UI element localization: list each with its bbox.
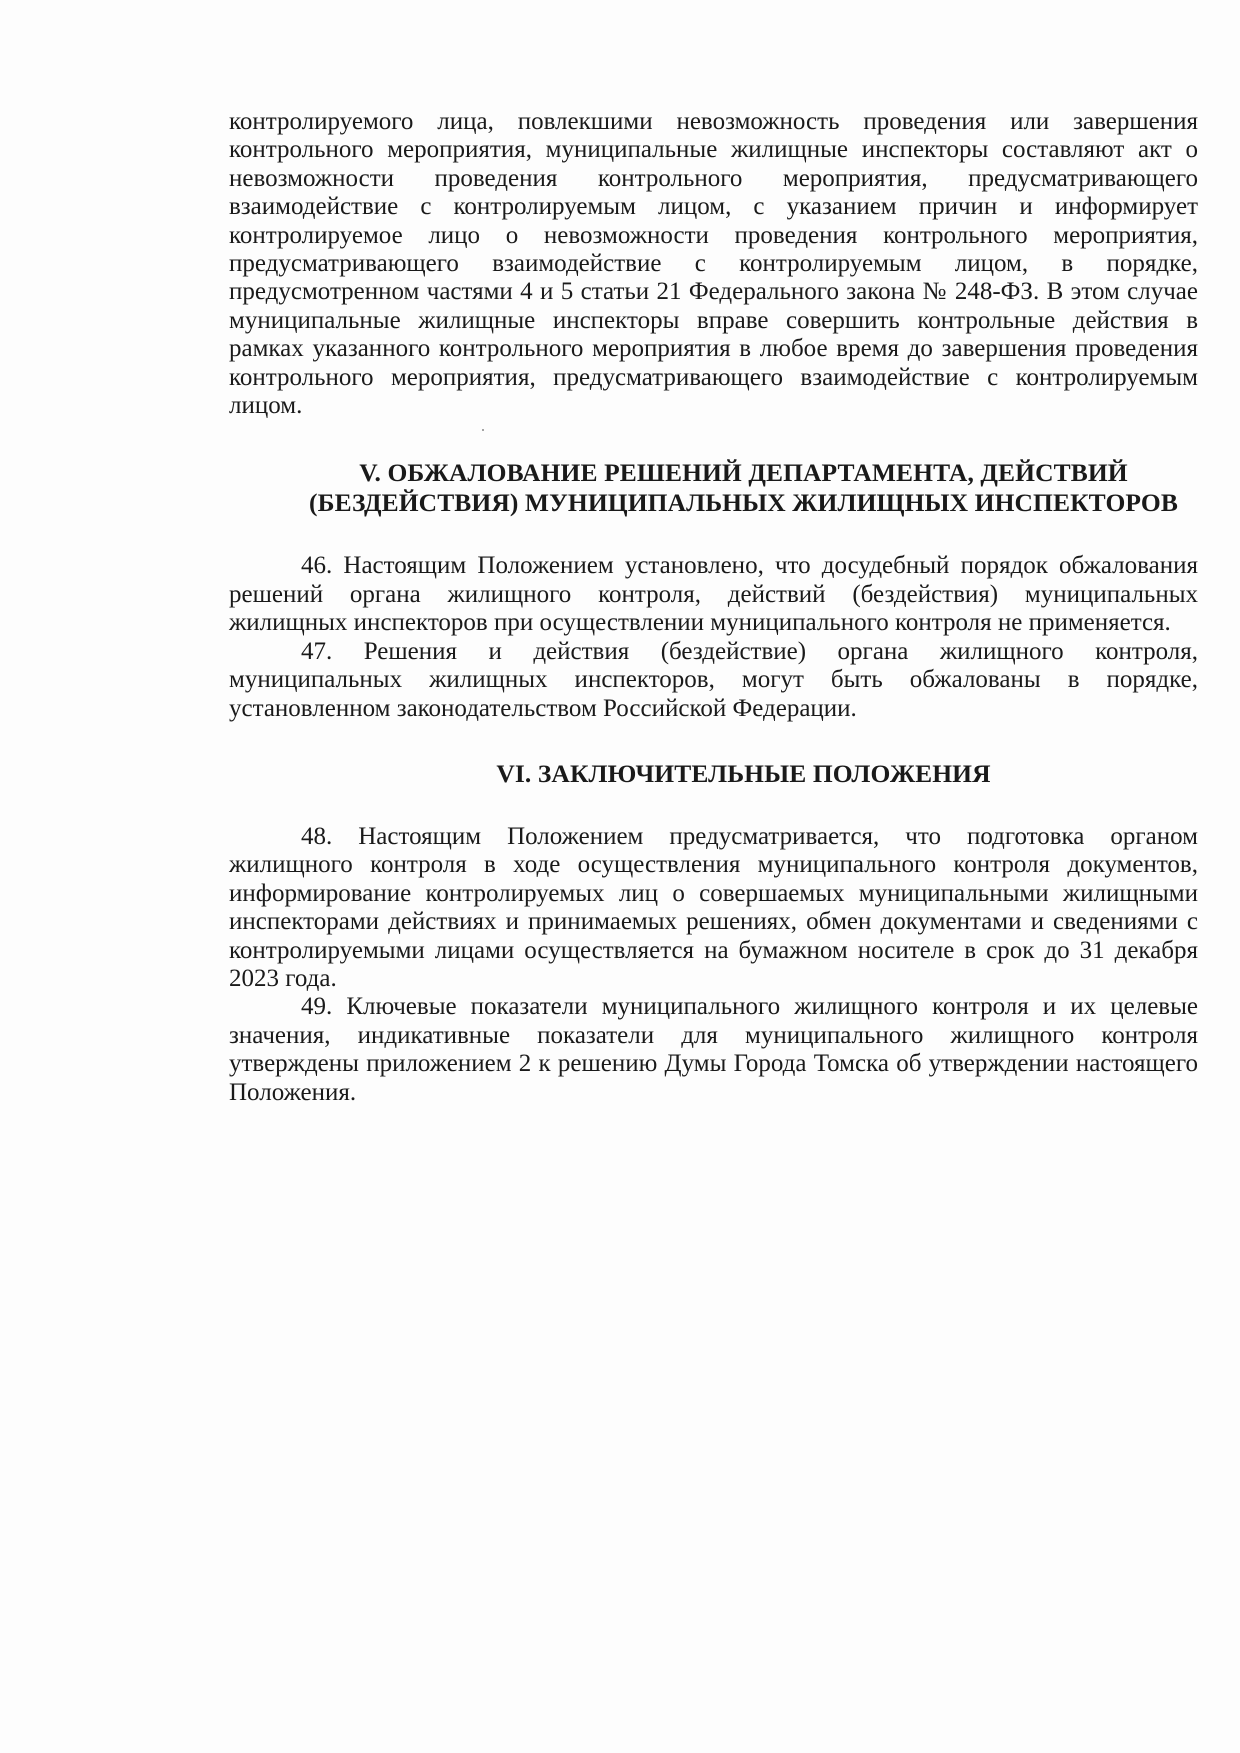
paragraph-48: 48. Настоящим Положением предусматривается, что подготовка органом жилищного контроля в ходе осуществления муниципального контроля документов, информирование контролируемых лиц о совершаемых муниципальными жилищными инспекторами действиях и принимаемых решениях, обмен документами и сведениями с контролируемыми лицами осуществляется на бумажном носителе в срок до 31 декабря 2023 года. bbox=[229, 822, 1198, 992]
continuation-paragraph: контролируемого лица, повлекшими невозможность проведения или завершения контрольного мероприятия, муниципальные жилищные инспекторы составляют акт о невозможности проведения контрольного мероприятия, предусматривающего взаимодействие с контролируемым лицом, с указанием причин и информирует контролируемое лицо о невозможности проведения контрольного мероприятия, предусматривающего взаимодействие с контролируемым лицом, в порядке, предусмотренном частями 4 и 5 статьи 21 Федерального закона № 248-ФЗ. В этом случае муниципальные жилищные инспекторы вправе совершить контрольные действия в рамках указанного контрольного мероприятия в любое время до завершения проведения контрольного мероприятия, предусматривающего взаимодействие с контролируемым лицом. bbox=[229, 108, 1198, 420]
section-vi-title: VI. ЗАКЛЮЧИТЕЛЬНЫЕ ПОЛОЖЕНИЯ bbox=[496, 758, 991, 788]
paragraph-47: 47. Решения и действия (бездействие) органа жилищного контроля, муниципальных жилищных инспекторов, могут быть обжалованы в порядке, установленном законодательством Российской Федерации. bbox=[229, 637, 1198, 722]
section-v-title-line-2: (БЕЗДЕЙСТВИЯ) МУНИЦИПАЛЬНЫХ ЖИЛИЩНЫХ ИНСПЕКТОРОВ bbox=[309, 488, 1178, 518]
section-v-title-line-1: V. ОБЖАЛОВАНИЕ РЕШЕНИЙ ДЕПАРТАМЕНТА, ДЕЙСТВИЙ bbox=[359, 458, 1128, 488]
section-v-heading bbox=[229, 458, 1198, 518]
paragraph-49: 49. Ключевые показатели муниципального жилищного контроля и их целевые значения, индикативные показатели для муниципального жилищного контроля утверждены приложением 2 к решению Думы Города Томска об утверждении настоящего Положения. bbox=[229, 993, 1198, 1106]
document-body bbox=[229, 108, 1198, 1107]
paragraph-46: 46. Настоящим Положением установлено, что досудебный порядок обжалования решений органа жилищного контроля, действий (бездействия) муниципальных жилищных инспекторов при осуществлении муниципального контроля не применяется. bbox=[229, 552, 1198, 637]
section-vi-heading bbox=[229, 759, 1198, 789]
